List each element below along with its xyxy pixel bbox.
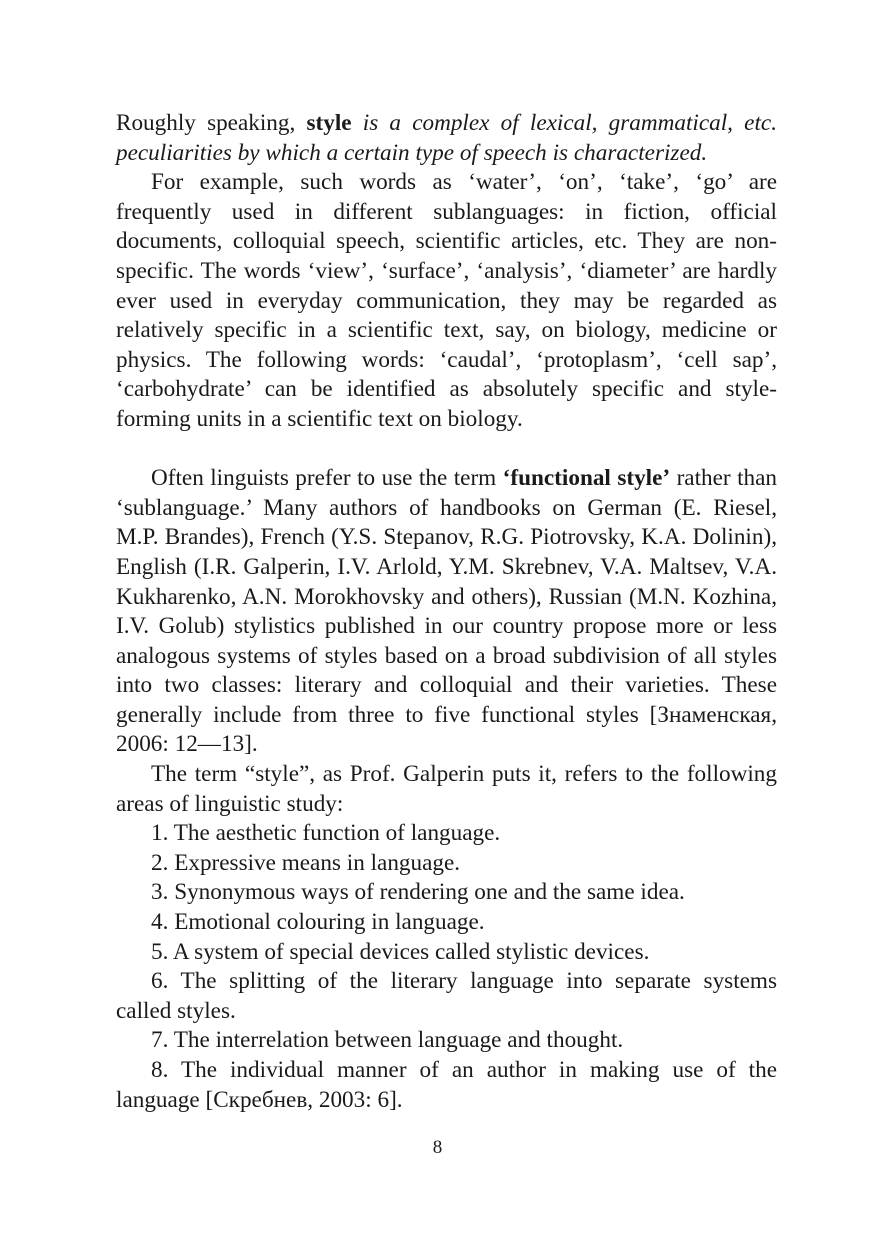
style-definition: is a complex of lexical, grammatical, etc. peculiarities by which a certain type of speech is characterized. (116, 110, 777, 166)
list-item: 8. The individual manner of an author in making use of the language [Скребнев, 2003: 6]. (116, 1057, 777, 1113)
paragraph-galperin: The term “style”, as Prof. Galperin puts it, refers to the following areas of linguistic study: (116, 761, 777, 817)
list-item: 2. Expressive means in language. (151, 849, 461, 876)
space (352, 110, 363, 136)
paragraph-rest: rather than ‘sublanguage.’ Many authors of handbooks on German (E. Riesel, M.P. Brandes), French (Y.S. Stepanov, R.G. Piotrovsky, K.A. Dolinin), English (I.R. Galperin, I.V. Arlold, Y.M. Skrebnev, V.A. Maltsev, V.A. Kukharenko, A.N. Morokhovsky and others), Russian (M.N. Kozhina, I.V. Golub) stylistics published in our country propose more or less analogous systems of styles based on a broad subdivision of all styles into two classes: literary and colloquial and their varieties. These generally include from three to five functional styles [Знаменская, 2006: 12—13]. (116, 465, 778, 758)
page-number: 8 (432, 1137, 443, 1158)
term-functional-style: ‘functional style’ (502, 465, 671, 492)
term-style: style (306, 110, 352, 136)
paragraph-lead: Often linguists prefer to use the term (151, 465, 503, 492)
list-item: 6. The splitting of the literary language into separate systems called styles. (116, 968, 777, 1024)
list-item: 1. The aesthetic function of language. (151, 820, 501, 847)
list-item: 4. Emotional colouring in language. (151, 909, 485, 936)
list-item: 7. The interrelation between language and thought. (151, 1027, 624, 1054)
paragraph-functional-style (116, 464, 777, 760)
paragraph-lead: Roughly speaking, (116, 110, 307, 136)
list-item: 5. A system of special devices called stylistic devices. (151, 938, 650, 965)
paragraph-style-definition (116, 109, 777, 168)
list-item: 3. Synonymous ways of rendering one and the same idea. (151, 879, 685, 906)
body-text (116, 109, 777, 1115)
paragraph-examples: For example, such words as ‘water’, ‘on’, ‘take’, ‘go’ are frequently used in different sublanguages: in fiction, official documents, colloquial speech, scientific articles, etc. They are non-specific. The words ‘view’, ‘surface’, ‘analysis’, ‘diameter’ are hardly ever used in everyday communication, they may be regarded as relatively specific in a scientific text, say, on biology, medicine or physics. The following words: ‘caudal’, ‘protoplasm’, ‘cell sap’, ‘carbohydrate’ can be identified as absolutely specific and style-forming units in a scientific text on biology. (116, 169, 777, 432)
